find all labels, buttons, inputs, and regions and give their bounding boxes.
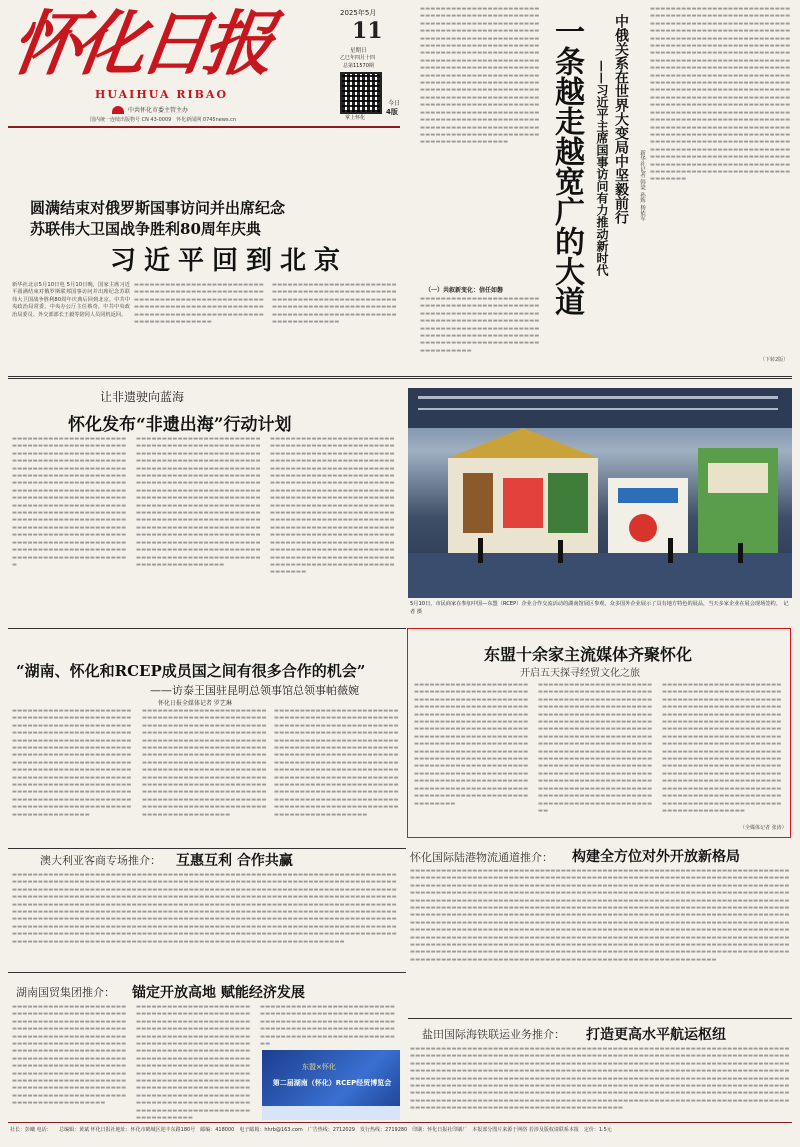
footer-info: 社长：彭曦 电话： 总编辑：黄斌 怀化日报社地址：怀化市鹤城区迎丰东路180号 邮编：418000 电子邮箱：hhrb@163.com 广告热线：2712029 发行热线：2719280 印刷：怀化日报社印刷厂 本报部分图片来源于网络 若涉及版权请联系本报 定价：1.5元 <box>10 1127 612 1133</box>
asean-body-col3: ▬▬▬▬▬▬▬▬▬▬▬▬▬▬▬▬▬▬▬▬▬▬▬▬▬▬▬▬▬▬▬▬▬▬▬▬▬▬▬▬▬▬▬▬▬▬▬▬▬▬▬▬▬▬▬▬▬▬▬▬▬▬▬▬▬▬▬▬▬▬▬▬▬▬▬▬▬▬▬▬▬▬▬▬▬▬▬▬▬▬▬▬▬▬▬▬▬▬▬▬▬▬▬▬▬▬▬▬▬▬▬▬▬▬▬▬▬▬▬▬▬▬▬▬▬▬▬▬▬▬▬▬▬▬▬▬▬▬▬▬▬▬▬▬▬▬▬▬▬▬▬▬▬▬▬▬▬▬▬▬▬▬▬▬▬▬▬▬▬▬▬▬▬▬▬▬▬▬▬▬▬▬▬▬▬▬▬▬▬▬▬▬▬▬▬▬▬▬▬▬▬▬▬▬▬▬▬▬▬▬▬▬▬▬▬▬▬▬▬▬▬▬▬▬▬▬▬▬▬▬▬▬▬▬▬▬▬▬▬▬▬▬▬▬▬▬▬▬▬▬▬▬▬▬▬▬▬▬▬▬▬▬▬▬▬▬▬▬▬▬▬▬▬▬▬▬▬▬▬▬▬▬▬▬▬▬▬▬▬▬▬▬▬▬▬▬▬▬▬▬▬▬▬▬▬▬▬▬▬▬▬▬▬▬▬▬▬▬▬▬▬▬▬▬▬▬▬▬▬▬▬▬▬▬▬▬▬▬▬▬▬▬▬▬▬▬▬▬▬▬▬▬▬▬▬▬▬▬▬▬▬▬▬▬▬▬▬▬▬▬▬▬▬▬▬▬▬▬▬▬▬▬▬▬▬▬▬▬▬▬▬▬▬▬▬▬▬▬▬▬▬▬▬▬▬▬▬ <box>662 682 782 814</box>
issue-number: 总第11570期 <box>343 63 374 69</box>
photo-caption: 5月10日，市民商家在参加中国—东盟（RCEP）企业合作交流活动的湖南馆展区参观，众多国外企业展示了具有地方特色的展品，当天多家企业在展会现场签约。 记者 摄 <box>410 601 789 615</box>
lead-title: 习近平回到北京 <box>110 246 349 276</box>
edition-count: 4版 <box>386 108 398 116</box>
commentary-section-heading: （一）共叙新变化：信任如磐 <box>425 287 504 294</box>
yantian-body: ▬▬▬▬▬▬▬▬▬▬▬▬▬▬▬▬▬▬▬▬▬▬▬▬▬▬▬▬▬▬▬▬▬▬▬▬▬▬▬▬▬▬▬▬▬▬▬▬▬▬▬▬▬▬▬▬▬▬▬▬▬▬▬▬▬▬▬▬▬▬▬▬▬▬▬▬▬▬▬▬▬▬▬▬▬▬▬▬▬▬▬▬▬▬▬▬▬▬▬▬▬▬▬▬▬▬▬▬▬▬▬▬▬▬▬▬▬▬▬▬▬▬▬▬▬▬▬▬▬▬▬▬▬▬▬▬▬▬▬▬▬▬▬▬▬▬▬▬▬▬▬▬▬▬▬▬▬▬▬▬▬▬▬▬▬▬▬▬▬▬▬▬▬▬▬▬▬▬▬▬▬▬▬▬▬▬▬▬▬▬▬▬▬▬▬▬▬▬▬▬▬▬▬▬▬▬▬▬▬▬▬▬▬▬▬▬▬▬▬▬▬▬▬▬▬▬▬▬▬▬▬▬▬▬▬▬▬▬▬▬▬▬▬▬▬▬▬▬▬▬▬▬▬▬▬▬▬▬▬▬▬▬▬▬▬▬▬▬▬▬▬▬▬▬▬▬▬▬▬▬▬▬▬▬▬▬▬▬▬▬▬▬▬▬▬▬▬▬▬▬▬▬▬▬▬▬▬▬▬▬▬▬▬▬▬▬▬▬▬▬▬▬▬▬▬▬▬▬▬▬▬▬▬▬▬▬▬▬▬▬▬▬▬▬▬▬▬▬▬▬▬▬▬▬▬▬▬▬▬▬▬▬▬▬▬▬▬▬▬▬▬▬▬▬▬▬▬▬▬▬▬▬▬▬▬▬▬▬▬▬▬▬▬▬▬▬▬▬▬▬▬▬▬▬▬▬▬▬▬▬▬▬▬▬▬▬▬▬▬▬▬▬▬▬▬▬▬▬▬▬▬▬▬▬▬▬▬▬▬▬▬▬▬▬▬▬▬▬▬▬▬▬▬▬▬▬▬▬▬▬▬▬▬▬▬▬▬▬▬▬▬▬▬▬▬▬▬▬▬▬▬▬▬▬▬▬▬▬▬▬▬▬▬▬▬▬▬▬▬▬▬▬▬▬▬▬▬▬▬▬▬▬▬▬▬▬▬▬▬▬▬▬▬▬▬▬▬▬▬▬▬▬▬▬▬▬▬▬▬▬▬▬▬▬▬▬▬▬▬▬▬▬▬▬▬▬▬▬▬▬▬▬▬▬▬▬▬▬▬▬▬▬▬▬▬▬▬▬▬▬▬▬▬▬▬▬▬▬▬▬▬▬▬▬▬▬▬▬▬▬▬▬▬▬▬▬▬▬▬▬▬▬▬▬▬▬▬▬▬▬▬▬▬▬▬ <box>410 1046 790 1112</box>
asean-body-col2: ▬▬▬▬▬▬▬▬▬▬▬▬▬▬▬▬▬▬▬▬▬▬▬▬▬▬▬▬▬▬▬▬▬▬▬▬▬▬▬▬▬▬▬▬▬▬▬▬▬▬▬▬▬▬▬▬▬▬▬▬▬▬▬▬▬▬▬▬▬▬▬▬▬▬▬▬▬▬▬▬▬▬▬▬▬▬▬▬▬▬▬▬▬▬▬▬▬▬▬▬▬▬▬▬▬▬▬▬▬▬▬▬▬▬▬▬▬▬▬▬▬▬▬▬▬▬▬▬▬▬▬▬▬▬▬▬▬▬▬▬▬▬▬▬▬▬▬▬▬▬▬▬▬▬▬▬▬▬▬▬▬▬▬▬▬▬▬▬▬▬▬▬▬▬▬▬▬▬▬▬▬▬▬▬▬▬▬▬▬▬▬▬▬▬▬▬▬▬▬▬▬▬▬▬▬▬▬▬▬▬▬▬▬▬▬▬▬▬▬▬▬▬▬▬▬▬▬▬▬▬▬▬▬▬▬▬▬▬▬▬▬▬▬▬▬▬▬▬▬▬▬▬▬▬▬▬▬▬▬▬▬▬▬▬▬▬▬▬▬▬▬▬▬▬▬▬▬▬▬▬▬▬▬▬▬▬▬▬▬▬▬▬▬▬▬▬▬▬▬▬▬▬▬▬▬▬▬▬▬▬▬▬▬▬▬▬▬▬▬▬▬▬▬▬▬▬▬▬▬▬▬▬▬▬▬▬▬▬▬▬▬▬▬▬▬▬▬▬▬▬▬▬▬▬▬▬▬▬▬▬▬▬▬▬▬▬▬▬▬▬▬▬▬▬▬▬ <box>538 682 653 814</box>
trade-body-col1: ▬▬▬▬▬▬▬▬▬▬▬▬▬▬▬▬▬▬▬▬▬▬▬▬▬▬▬▬▬▬▬▬▬▬▬▬▬▬▬▬▬▬▬▬▬▬▬▬▬▬▬▬▬▬▬▬▬▬▬▬▬▬▬▬▬▬▬▬▬▬▬▬▬▬▬▬▬▬▬▬▬▬▬▬▬▬▬▬▬▬▬▬▬▬▬▬▬▬▬▬▬▬▬▬▬▬▬▬▬▬▬▬▬▬▬▬▬▬▬▬▬▬▬▬▬▬▬▬▬▬▬▬▬▬▬▬▬▬▬▬▬▬▬▬▬▬▬▬▬▬▬▬▬▬▬▬▬▬▬▬▬▬▬▬▬▬▬▬▬▬▬▬▬▬▬▬▬▬▬▬▬▬▬▬▬▬▬▬▬▬▬▬▬▬▬▬▬▬▬▬▬▬▬▬▬▬▬▬▬▬▬▬▬▬▬▬▬▬▬▬▬▬▬▬▬▬▬▬▬▬▬▬▬▬▬▬▬▬▬▬▬▬▬▬▬▬▬▬▬▬▬▬▬▬▬▬▬▬▬▬▬▬▬▬▬▬▬▬▬▬▬▬▬▬▬▬▬▬▬▬▬▬▬▬▬▬▬▬▬▬▬▬▬▬▬▬▬▬▬▬▬▬▬▬ <box>12 1004 127 1107</box>
lunar-date: 乙巳年四月十四 <box>340 55 376 61</box>
feature-body-col3: ▬▬▬▬▬▬▬▬▬▬▬▬▬▬▬▬▬▬▬▬▬▬▬▬▬▬▬▬▬▬▬▬▬▬▬▬▬▬▬▬▬▬▬▬▬▬▬▬▬▬▬▬▬▬▬▬▬▬▬▬▬▬▬▬▬▬▬▬▬▬▬▬▬▬▬▬▬▬▬▬▬▬▬▬▬▬▬▬▬▬▬▬▬▬▬▬▬▬▬▬▬▬▬▬▬▬▬▬▬▬▬▬▬▬▬▬▬▬▬▬▬▬▬▬▬▬▬▬▬▬▬▬▬▬▬▬▬▬▬▬▬▬▬▬▬▬▬▬▬▬▬▬▬▬▬▬▬▬▬▬▬▬▬▬▬▬▬▬▬▬▬▬▬▬▬▬▬▬▬▬▬▬▬▬▬▬▬▬▬▬▬▬▬▬▬▬▬▬▬▬▬▬▬▬▬▬▬▬▬▬▬▬▬▬▬▬▬▬▬▬▬▬▬▬▬▬▬▬▬▬▬▬▬▬▬▬▬▬▬▬▬▬▬▬▬▬▬▬▬▬▬▬▬▬▬▬▬▬▬▬▬▬▬▬▬▬▬▬▬▬▬▬▬▬▬▬▬▬▬▬▬▬▬▬▬▬▬▬▬▬▬▬▬▬▬▬▬▬▬▬▬▬▬▬▬▬▬▬▬▬▬▬▬▬▬▬▬▬▬▬▬▬▬▬▬▬▬▬▬▬▬▬▬▬▬▬▬▬▬▬▬▬▬▬▬▬▬▬▬▬▬▬▬▬▬▬▬▬▬▬▬▬▬▬▬▬▬▬▬▬▬▬▬▬▬▬▬▬▬▬▬▬▬▬▬▬▬▬▬▬▬▬▬▬▬▬▬▬▬▬▬▬▬▬▬▬▬▬▬▬▬▬▬▬▬▬▬▬▬▬▬▬▬▬▬▬▬▬▬▬▬▬▬▬▬▬▬▬▬ <box>270 436 395 576</box>
trade-body-col2: ▬▬▬▬▬▬▬▬▬▬▬▬▬▬▬▬▬▬▬▬▬▬▬▬▬▬▬▬▬▬▬▬▬▬▬▬▬▬▬▬▬▬▬▬▬▬▬▬▬▬▬▬▬▬▬▬▬▬▬▬▬▬▬▬▬▬▬▬▬▬▬▬▬▬▬▬▬▬▬▬▬▬▬▬▬▬▬▬▬▬▬▬▬▬▬▬▬▬▬▬▬▬▬▬▬▬▬▬▬▬▬▬▬▬▬▬▬▬▬▬▬▬▬▬▬▬▬▬▬▬▬▬▬▬▬▬▬▬▬▬▬▬▬▬▬▬▬▬▬▬▬▬▬▬▬▬▬▬▬▬▬▬▬▬▬▬▬▬▬▬▬▬▬▬▬▬▬▬▬▬▬▬▬▬▬▬▬▬▬▬▬▬▬▬▬▬▬▬▬▬▬▬▬▬▬▬▬▬▬▬▬▬▬▬▬▬▬▬▬▬▬▬▬▬▬▬▬▬▬▬▬▬▬▬▬▬▬▬▬▬▬▬▬▬▬▬▬▬▬▬▬▬▬▬▬▬▬▬▬▬▬▬▬▬▬▬▬▬▬▬▬▬▬▬▬▬▬▬▬▬▬▬▬▬▬▬▬▬▬▬▬▬▬▬▬▬▬▬▬▬▬▬▬▬▬▬▬▬▬▬▬▬▬▬▬▬▬▬▬▬▬▬▬▬▬▬▬▬▬▬▬▬▬▬▬▬▬▬▬▬▬ <box>136 1004 251 1122</box>
interview-body-col1: ▬▬▬▬▬▬▬▬▬▬▬▬▬▬▬▬▬▬▬▬▬▬▬▬▬▬▬▬▬▬▬▬▬▬▬▬▬▬▬▬▬▬▬▬▬▬▬▬▬▬▬▬▬▬▬▬▬▬▬▬▬▬▬▬▬▬▬▬▬▬▬▬▬▬▬▬▬▬▬▬▬▬▬▬▬▬▬▬▬▬▬▬▬▬▬▬▬▬▬▬▬▬▬▬▬▬▬▬▬▬▬▬▬▬▬▬▬▬▬▬▬▬▬▬▬▬▬▬▬▬▬▬▬▬▬▬▬▬▬▬▬▬▬▬▬▬▬▬▬▬▬▬▬▬▬▬▬▬▬▬▬▬▬▬▬▬▬▬▬▬▬▬▬▬▬▬▬▬▬▬▬▬▬▬▬▬▬▬▬▬▬▬▬▬▬▬▬▬▬▬▬▬▬▬▬▬▬▬▬▬▬▬▬▬▬▬▬▬▬▬▬▬▬▬▬▬▬▬▬▬▬▬▬▬▬▬▬▬▬▬▬▬▬▬▬▬▬▬▬▬▬▬▬▬▬▬▬▬▬▬▬▬▬▬▬▬▬▬▬▬▬▬▬▬▬▬▬▬▬▬▬▬▬▬▬▬▬▬▬▬▬▬▬▬▬▬▬▬▬▬▬▬▬▬▬▬▬▬▬▬▬▬▬▬▬▬▬▬▬▬▬▬▬▬▬▬▬▬▬▬▬▬▬▬▬▬▬ <box>12 708 132 818</box>
weekday: 星期日 <box>350 48 367 54</box>
trade-title: 锚定开放高地 赋能经济发展 <box>132 985 305 1001</box>
interview-subtitle: ——访泰王国驻昆明总领事馆总领事帕薇婉 <box>150 684 359 697</box>
feature-title: 怀化发布“非遗出海”行动计划 <box>68 415 292 435</box>
port-body: ▬▬▬▬▬▬▬▬▬▬▬▬▬▬▬▬▬▬▬▬▬▬▬▬▬▬▬▬▬▬▬▬▬▬▬▬▬▬▬▬▬▬▬▬▬▬▬▬▬▬▬▬▬▬▬▬▬▬▬▬▬▬▬▬▬▬▬▬▬▬▬▬▬▬▬▬▬▬▬▬▬▬▬▬▬▬▬▬▬▬▬▬▬▬▬▬▬▬▬▬▬▬▬▬▬▬▬▬▬▬▬▬▬▬▬▬▬▬▬▬▬▬▬▬▬▬▬▬▬▬▬▬▬▬▬▬▬▬▬▬▬▬▬▬▬▬▬▬▬▬▬▬▬▬▬▬▬▬▬▬▬▬▬▬▬▬▬▬▬▬▬▬▬▬▬▬▬▬▬▬▬▬▬▬▬▬▬▬▬▬▬▬▬▬▬▬▬▬▬▬▬▬▬▬▬▬▬▬▬▬▬▬▬▬▬▬▬▬▬▬▬▬▬▬▬▬▬▬▬▬▬▬▬▬▬▬▬▬▬▬▬▬▬▬▬▬▬▬▬▬▬▬▬▬▬▬▬▬▬▬▬▬▬▬▬▬▬▬▬▬▬▬▬▬▬▬▬▬▬▬▬▬▬▬▬▬▬▬▬▬▬▬▬▬▬▬▬▬▬▬▬▬▬▬▬▬▬▬▬▬▬▬▬▬▬▬▬▬▬▬▬▬▬▬▬▬▬▬▬▬▬▬▬▬▬▬▬▬▬▬▬▬▬▬▬▬▬▬▬▬▬▬▬▬▬▬▬▬▬▬▬▬▬▬▬▬▬▬▬▬▬▬▬▬▬▬▬▬▬▬▬▬▬▬▬▬▬▬▬▬▬▬▬▬▬▬▬▬▬▬▬▬▬▬▬▬▬▬▬▬▬▬▬▬▬▬▬▬▬▬▬▬▬▬▬▬▬▬▬▬▬▬▬▬▬▬▬▬▬▬▬▬▬▬▬▬▬▬▬▬▬▬▬▬▬▬▬▬▬▬▬▬▬▬▬▬▬▬▬▬▬▬▬▬▬▬▬▬▬▬▬▬▬▬▬▬▬▬▬▬▬▬▬▬▬▬▬▬▬▬▬▬▬▬▬▬▬▬▬▬▬▬▬▬▬▬▬▬▬▬▬▬▬▬▬▬▬▬▬▬▬▬▬▬▬▬▬▬▬▬▬▬▬▬▬▬▬▬▬▬▬▬▬▬▬▬▬▬▬▬▬▬▬▬▬▬▬▬▬▬▬▬▬▬▬▬▬▬▬▬▬▬▬▬▬▬▬▬▬▬▬▬▬▬▬▬▬▬▬▬▬▬▬▬▬▬▬▬▬▬▬▬▬▬▬▬▬▬▬▬▬▬▬▬▬▬▬▬▬▬▬▬▬▬▬▬▬▬▬▬▬▬▬▬▬▬▬▬▬▬▬▬▬▬▬▬▬▬▬▬▬▬▬▬▬▬▬▬▬▬▬▬▬▬▬▬▬▬▬▬▬▬▬▬▬▬▬▬▬▬▬▬▬▬▬▬▬▬▬▬▬▬▬▬▬▬▬▬▬▬▬▬▬▬▬▬▬▬▬▬▬▬▬▬▬▬▬▬▬▬▬▬▬▬▬▬▬▬▬▬▬▬▬▬▬▬▬▬▬▬▬▬▬▬▬▬▬▬▬▬▬▬▬▬▬▬▬▬▬▬▬▬▬▬▬▬▬▬▬▬▬▬▬▬▬▬▬▬▬▬▬▬▬▬▬▬▬▬▬▬▬▬▬▬▬▬▬▬▬▬▬▬▬▬▬▬▬▬▬▬▬▬▬▬▬▬▬▬▬▬▬▬▬▬▬▬▬▬▬▬▬▬▬▬▬▬▬▬▬▬▬▬▬▬▬▬▬▬▬▬▬▬▬▬▬▬▬▬▬▬▬▬▬▬▬▬▬▬▬▬▬▬▬▬▬▬▬▬▬▬▬▬▬▬▬▬▬▬▬▬▬▬▬▬▬▬▬▬▬▬▬▬▬▬▬▬▬▬▬▬▬▬▬▬▬▬▬▬▬▬▬▬▬▬▬ <box>410 868 790 963</box>
date-year-month: 2025年5月 <box>340 9 377 17</box>
lead-subtitle-1: 圆满结束对俄罗斯国事访问并出席纪念 <box>30 199 286 217</box>
expo-banner-thumbnail <box>262 1050 400 1120</box>
yantian-label: 盐田国际海铁联运业务推介： <box>422 1028 565 1041</box>
australia-body: ▬▬▬▬▬▬▬▬▬▬▬▬▬▬▬▬▬▬▬▬▬▬▬▬▬▬▬▬▬▬▬▬▬▬▬▬▬▬▬▬▬▬▬▬▬▬▬▬▬▬▬▬▬▬▬▬▬▬▬▬▬▬▬▬▬▬▬▬▬▬▬▬▬▬▬▬▬▬▬▬▬▬▬▬▬▬▬▬▬▬▬▬▬▬▬▬▬▬▬▬▬▬▬▬▬▬▬▬▬▬▬▬▬▬▬▬▬▬▬▬▬▬▬▬▬▬▬▬▬▬▬▬▬▬▬▬▬▬▬▬▬▬▬▬▬▬▬▬▬▬▬▬▬▬▬▬▬▬▬▬▬▬▬▬▬▬▬▬▬▬▬▬▬▬▬▬▬▬▬▬▬▬▬▬▬▬▬▬▬▬▬▬▬▬▬▬▬▬▬▬▬▬▬▬▬▬▬▬▬▬▬▬▬▬▬▬▬▬▬▬▬▬▬▬▬▬▬▬▬▬▬▬▬▬▬▬▬▬▬▬▬▬▬▬▬▬▬▬▬▬▬▬▬▬▬▬▬▬▬▬▬▬▬▬▬▬▬▬▬▬▬▬▬▬▬▬▬▬▬▬▬▬▬▬▬▬▬▬▬▬▬▬▬▬▬▬▬▬▬▬▬▬▬▬▬▬▬▬▬▬▬▬▬▬▬▬▬▬▬▬▬▬▬▬▬▬▬▬▬▬▬▬▬▬▬▬▬▬▬▬▬▬▬▬▬▬▬▬▬▬▬▬▬▬▬▬▬▬▬▬▬▬▬▬▬▬▬▬▬▬▬▬▬▬▬▬▬▬▬▬▬▬▬▬▬▬▬▬▬▬▬▬▬▬▬▬▬▬▬▬▬▬▬▬▬▬▬▬▬▬▬▬▬▬▬▬▬▬▬▬▬▬▬▬▬▬▬▬▬▬▬▬▬▬▬▬▬▬▬▬▬▬▬▬▬▬▬▬▬▬▬▬▬▬▬▬▬▬▬▬▬▬▬▬▬▬▬▬▬▬▬▬▬▬▬▬▬▬▬▬▬▬▬▬▬▬▬▬▬▬▬▬▬▬▬▬▬▬▬▬▬▬▬▬▬▬▬▬▬▬▬▬▬▬▬▬▬▬▬▬▬▬▬▬▬▬▬▬▬▬▬▬▬▬▬▬▬▬▬▬▬▬▬▬▬▬▬▬▬▬▬▬▬▬▬▬▬▬▬▬▬▬▬▬▬▬▬▬▬▬▬▬▬▬▬▬▬▬▬▬▬▬▬▬▬▬▬▬▬▬▬▬▬▬▬▬▬▬▬▬▬▬▬▬▬▬▬▬▬▬▬▬▬▬▬▬▬▬▬▬▬▬▬▬▬▬▬▬▬▬▬▬▬▬▬▬▬▬▬▬▬▬▬▬▬▬▬▬▬▬▬▬▬▬▬▬▬▬▬▬▬▬▬▬▬▬▬▬▬▬▬▬▬▬▬▬▬▬▬▬▬▬▬▬▬▬▬▬▬▬▬▬▬▬▬▬▬▬▬▬▬▬▬▬▬▬▬▬▬▬▬▬▬▬▬▬▬▬▬▬▬▬▬▬▬▬▬▬▬▬ <box>12 872 397 945</box>
expo-hall-illustration <box>408 388 792 598</box>
side-news-column: ▬▬▬▬▬▬▬▬▬▬▬▬▬▬▬▬▬▬▬▬▬▬▬▬▬▬▬▬▬▬▬▬▬▬▬▬▬▬▬▬▬▬▬▬▬▬▬▬▬▬▬▬▬▬▬▬▬▬▬▬▬▬▬▬▬▬▬▬▬▬▬▬▬▬▬▬▬▬▬▬▬▬▬▬▬▬▬▬▬▬▬▬▬▬▬▬▬▬▬▬▬▬▬▬▬▬▬▬▬▬▬▬▬▬▬▬▬▬▬▬▬▬▬▬▬▬▬▬▬▬▬▬▬▬▬▬▬▬▬▬▬▬▬▬▬▬▬▬▬▬▬▬▬▬▬▬▬▬▬▬▬▬▬▬▬▬▬▬▬▬▬▬▬▬▬▬▬▬▬▬▬▬▬▬▬▬▬▬▬▬▬▬▬▬▬▬▬▬▬▬▬▬▬▬▬▬▬▬▬▬▬▬▬▬▬▬▬▬▬▬▬▬▬▬▬▬▬▬▬▬▬▬▬▬▬▬▬▬▬▬▬▬▬▬▬▬▬▬▬▬▬▬▬▬▬▬▬▬▬▬▬▬▬▬▬▬▬▬▬▬▬▬▬▬▬▬▬▬▬▬▬▬▬▬▬▬▬▬▬▬▬▬▬▬▬▬▬▬▬▬▬▬▬▬▬▬▬▬▬▬▬▬▬▬▬▬▬▬▬▬▬▬▬▬▬▬▬▬▬▬▬▬▬▬▬▬▬▬▬▬▬▬▬▬▬▬▬▬▬▬▬▬▬▬▬▬▬▬▬▬▬▬▬▬▬▬▬▬▬▬▬▬▬▬▬▬▬▬▬▬▬▬▬▬▬▬▬▬▬▬▬▬▬▬▬▬▬▬▬▬▬▬▬▬▬▬▬▬▬▬▬▬▬▬▬▬▬▬▬▬▬▬▬▬▬▬▬▬▬▬▬ <box>420 6 540 146</box>
interview-byline: 怀化日报全媒体记者 罗艺琳 <box>158 700 232 707</box>
interview-title: “湖南、怀化和RCEP成员国之间有很多合作的机会” <box>16 662 366 680</box>
yantian-title: 打造更高水平航运枢纽 <box>586 1027 726 1043</box>
date-day: 11 <box>352 18 383 44</box>
interview-body-col2: ▬▬▬▬▬▬▬▬▬▬▬▬▬▬▬▬▬▬▬▬▬▬▬▬▬▬▬▬▬▬▬▬▬▬▬▬▬▬▬▬▬▬▬▬▬▬▬▬▬▬▬▬▬▬▬▬▬▬▬▬▬▬▬▬▬▬▬▬▬▬▬▬▬▬▬▬▬▬▬▬▬▬▬▬▬▬▬▬▬▬▬▬▬▬▬▬▬▬▬▬▬▬▬▬▬▬▬▬▬▬▬▬▬▬▬▬▬▬▬▬▬▬▬▬▬▬▬▬▬▬▬▬▬▬▬▬▬▬▬▬▬▬▬▬▬▬▬▬▬▬▬▬▬▬▬▬▬▬▬▬▬▬▬▬▬▬▬▬▬▬▬▬▬▬▬▬▬▬▬▬▬▬▬▬▬▬▬▬▬▬▬▬▬▬▬▬▬▬▬▬▬▬▬▬▬▬▬▬▬▬▬▬▬▬▬▬▬▬▬▬▬▬▬▬▬▬▬▬▬▬▬▬▬▬▬▬▬▬▬▬▬▬▬▬▬▬▬▬▬▬▬▬▬▬▬▬▬▬▬▬▬▬▬▬▬▬▬▬▬▬▬▬▬▬▬▬▬▬▬▬▬▬▬▬▬▬▬▬▬▬▬▬▬▬▬▬▬▬▬▬▬▬▬▬▬▬▬▬▬▬▬▬▬▬▬▬▬▬▬▬▬▬▬▬▬▬▬▬▬▬▬▬▬▬▬▬▬▬▬▬▬▬▬▬▬▬▬▬▬▬▬▬▬ <box>142 708 267 818</box>
port-title: 构建全方位对外开放新格局 <box>572 849 740 865</box>
commentary-vertical-title: 一条越走越宽广的大道 <box>549 16 584 316</box>
australia-label: 澳大利亚客商专场推介： <box>40 854 161 867</box>
lead-body: 新华社北京5月10日电 5月10日晚，国家主席习近平圆满结束对俄罗斯联邦国事访问并出席纪念苏联伟大卫国战争胜利80周年庆典后回到北京。中共中央政治局常委、中央办公厅主任蔡奇，中共中央政治局委员、外交部部长王毅等陪同人员同机返回。 <box>12 282 130 318</box>
masthead-logo: 怀化日报 <box>6 2 274 85</box>
masthead-pinyin: HUAIHUA RIBAO <box>95 88 229 101</box>
qr-code <box>340 72 382 114</box>
port-label: 怀化国际陆港物流通道推介： <box>410 851 553 864</box>
trade-label: 湖南国贸集团推介： <box>16 986 115 999</box>
asean-title: 东盟十余家主流媒体齐聚怀化 <box>484 645 693 664</box>
feature-kicker: 让非遗驶向蓝海 <box>100 390 185 404</box>
code-line: 国内统一连续出版物号 CN 43-0009 怀化新闻网 0745news.cn <box>90 117 237 123</box>
interview-body-col3: ▬▬▬▬▬▬▬▬▬▬▬▬▬▬▬▬▬▬▬▬▬▬▬▬▬▬▬▬▬▬▬▬▬▬▬▬▬▬▬▬▬▬▬▬▬▬▬▬▬▬▬▬▬▬▬▬▬▬▬▬▬▬▬▬▬▬▬▬▬▬▬▬▬▬▬▬▬▬▬▬▬▬▬▬▬▬▬▬▬▬▬▬▬▬▬▬▬▬▬▬▬▬▬▬▬▬▬▬▬▬▬▬▬▬▬▬▬▬▬▬▬▬▬▬▬▬▬▬▬▬▬▬▬▬▬▬▬▬▬▬▬▬▬▬▬▬▬▬▬▬▬▬▬▬▬▬▬▬▬▬▬▬▬▬▬▬▬▬▬▬▬▬▬▬▬▬▬▬▬▬▬▬▬▬▬▬▬▬▬▬▬▬▬▬▬▬▬▬▬▬▬▬▬▬▬▬▬▬▬▬▬▬▬▬▬▬▬▬▬▬▬▬▬▬▬▬▬▬▬▬▬▬▬▬▬▬▬▬▬▬▬▬▬▬▬▬▬▬▬▬▬▬▬▬▬▬▬▬▬▬▬▬▬▬▬▬▬▬▬▬▬▬▬▬▬▬▬▬▬▬▬▬▬▬▬▬▬▬▬▬▬▬▬▬▬▬▬▬▬▬▬▬▬▬▬▬▬▬▬▬▬▬▬▬▬▬▬▬▬▬▬▬▬▬▬▬▬▬▬▬▬▬▬▬▬▬▬▬▬▬▬▬▬▬▬▬▬▬▬▬▬▬▬▬ <box>274 708 399 818</box>
commentary-vsub-2: ——习近平主席国事访问有力推动新时代 <box>595 60 609 276</box>
asean-subtitle: 开启五天探寻经贸文化之旅 <box>520 668 640 679</box>
commentary-body: ▬▬▬▬▬▬▬▬▬▬▬▬▬▬▬▬▬▬▬▬▬▬▬▬▬▬▬▬▬▬▬▬▬▬▬▬▬▬▬▬▬▬▬▬▬▬▬▬▬▬▬▬▬▬▬▬▬▬▬▬▬▬▬▬▬▬▬▬▬▬▬▬▬▬▬▬▬▬▬▬▬▬▬▬▬▬▬▬▬▬▬▬▬▬▬▬▬▬▬▬▬▬▬▬▬▬▬▬▬▬▬▬▬▬▬▬▬▬▬▬▬▬▬▬▬▬▬▬▬▬▬▬▬▬▬▬▬▬▬▬▬▬▬▬▬▬▬▬▬▬▬▬▬▬▬▬▬▬▬▬▬▬▬▬▬▬▬▬▬▬▬▬▬▬▬▬▬▬▬▬▬▬▬▬▬▬▬▬▬▬▬▬▬▬▬▬▬▬▬▬▬▬▬▬▬▬▬▬▬▬▬▬▬▬▬▬▬▬▬▬▬▬▬▬▬▬▬▬▬▬▬▬▬▬▬▬▬▬▬▬▬▬▬▬▬▬▬▬▬▬▬▬▬▬▬▬▬▬▬▬▬▬▬▬▬▬▬▬▬▬▬▬▬▬▬▬▬▬▬▬▬▬▬▬▬▬▬▬▬▬▬▬▬▬▬▬▬▬▬▬▬▬▬▬▬▬▬▬▬▬▬▬▬▬▬▬▬▬▬▬▬▬▬▬▬▬▬▬▬▬▬▬▬▬▬▬▬▬▬▬▬▬▬▬▬▬▬▬▬▬▬▬▬▬▬▬▬▬▬▬▬▬▬▬▬▬▬▬▬▬▬▬▬▬▬▬▬▬▬▬▬▬▬▬▬▬▬▬▬▬▬▬▬▬▬▬▬▬▬▬▬▬▬▬▬▬▬▬▬▬▬▬▬▬▬▬▬▬▬▬▬▬▬▬▬▬▬▬▬▬▬▬▬▬▬▬▬▬▬▬▬▬▬▬▬▬▬▬▬▬▬▬▬▬▬▬▬▬▬▬▬▬▬▬▬▬▬▬▬▬▬▬▬▬▬▬▬▬▬▬▬▬▬▬▬▬▬▬▬▬▬▬▬▬▬▬▬▬▬▬▬▬▬▬▬▬▬▬▬▬▬▬▬▬▬▬▬▬▬▬▬▬▬▬▬▬▬▬▬▬▬▬▬▬▬▬▬▬▬▬▬▬▬▬▬▬▬▬▬▬▬▬▬▬▬▬▬▬▬▬▬▬▬▬▬▬▬▬▬▬▬▬▬▬▬▬▬▬▬▬▬▬▬▬▬▬▬▬▬▬▬▬▬▬▬▬▬▬▬▬▬▬▬▬▬▬▬▬▬▬▬▬▬▬▬▬▬▬▬▬▬▬▬▬▬▬▬▬ <box>650 6 791 183</box>
expo-banner-line1: 东盟×怀化 <box>302 1063 336 1071</box>
lead-subtitle-2: 苏联伟大卫国战争胜利80周年庆典 <box>30 220 261 238</box>
commentary-byline: 新华社记者 韩梁 孙辉 杨依军 <box>639 150 645 222</box>
qr-label: 掌上怀化 <box>345 115 366 121</box>
expo-banner-line2: 第二届湖南（怀化）RCEP经贸博览会 <box>272 1079 392 1087</box>
asean-byline: （全媒体记者 张涛） <box>740 825 787 831</box>
feature-body-col1: ▬▬▬▬▬▬▬▬▬▬▬▬▬▬▬▬▬▬▬▬▬▬▬▬▬▬▬▬▬▬▬▬▬▬▬▬▬▬▬▬▬▬▬▬▬▬▬▬▬▬▬▬▬▬▬▬▬▬▬▬▬▬▬▬▬▬▬▬▬▬▬▬▬▬▬▬▬▬▬▬▬▬▬▬▬▬▬▬▬▬▬▬▬▬▬▬▬▬▬▬▬▬▬▬▬▬▬▬▬▬▬▬▬▬▬▬▬▬▬▬▬▬▬▬▬▬▬▬▬▬▬▬▬▬▬▬▬▬▬▬▬▬▬▬▬▬▬▬▬▬▬▬▬▬▬▬▬▬▬▬▬▬▬▬▬▬▬▬▬▬▬▬▬▬▬▬▬▬▬▬▬▬▬▬▬▬▬▬▬▬▬▬▬▬▬▬▬▬▬▬▬▬▬▬▬▬▬▬▬▬▬▬▬▬▬▬▬▬▬▬▬▬▬▬▬▬▬▬▬▬▬▬▬▬▬▬▬▬▬▬▬▬▬▬▬▬▬▬▬▬▬▬▬▬▬▬▬▬▬▬▬▬▬▬▬▬▬▬▬▬▬▬▬▬▬▬▬▬▬▬▬▬▬▬▬▬▬▬▬▬▬▬▬▬▬▬▬▬▬▬▬▬▬▬▬▬▬▬▬▬▬▬▬▬▬▬▬▬▬▬▬▬▬▬▬▬▬▬▬▬▬▬▬▬▬▬▬▬▬▬▬▬▬▬▬▬▬▬▬▬▬▬▬▬▬▬▬▬▬▬▬▬▬▬▬▬▬▬▬▬▬▬▬▬▬ <box>12 436 127 568</box>
asean-body-col1: ▬▬▬▬▬▬▬▬▬▬▬▬▬▬▬▬▬▬▬▬▬▬▬▬▬▬▬▬▬▬▬▬▬▬▬▬▬▬▬▬▬▬▬▬▬▬▬▬▬▬▬▬▬▬▬▬▬▬▬▬▬▬▬▬▬▬▬▬▬▬▬▬▬▬▬▬▬▬▬▬▬▬▬▬▬▬▬▬▬▬▬▬▬▬▬▬▬▬▬▬▬▬▬▬▬▬▬▬▬▬▬▬▬▬▬▬▬▬▬▬▬▬▬▬▬▬▬▬▬▬▬▬▬▬▬▬▬▬▬▬▬▬▬▬▬▬▬▬▬▬▬▬▬▬▬▬▬▬▬▬▬▬▬▬▬▬▬▬▬▬▬▬▬▬▬▬▬▬▬▬▬▬▬▬▬▬▬▬▬▬▬▬▬▬▬▬▬▬▬▬▬▬▬▬▬▬▬▬▬▬▬▬▬▬▬▬▬▬▬▬▬▬▬▬▬▬▬▬▬▬▬▬▬▬▬▬▬▬▬▬▬▬▬▬▬▬▬▬▬▬▬▬▬▬▬▬▬▬▬▬▬▬▬▬▬▬▬▬▬▬▬▬▬▬▬▬▬▬▬▬▬▬▬▬▬▬▬▬▬▬▬▬▬▬▬▬▬▬▬▬▬▬▬▬▬▬▬▬▬▬▬▬▬▬▬▬▬▬▬▬▬▬▬▬▬▬▬▬▬▬▬▬▬▬▬▬▬▬▬▬▬▬▬▬▬▬▬▬▬▬▬▬▬▬▬▬▬▬▬▬ <box>414 682 529 807</box>
publisher-line: 中共怀化市委主管主办 <box>128 107 189 114</box>
continued-note: （下转2版） <box>760 357 789 363</box>
commentary-vsub-1: 中俄关系在世界大变局中坚毅前行 <box>613 14 629 224</box>
feature-body-col2: ▬▬▬▬▬▬▬▬▬▬▬▬▬▬▬▬▬▬▬▬▬▬▬▬▬▬▬▬▬▬▬▬▬▬▬▬▬▬▬▬▬▬▬▬▬▬▬▬▬▬▬▬▬▬▬▬▬▬▬▬▬▬▬▬▬▬▬▬▬▬▬▬▬▬▬▬▬▬▬▬▬▬▬▬▬▬▬▬▬▬▬▬▬▬▬▬▬▬▬▬▬▬▬▬▬▬▬▬▬▬▬▬▬▬▬▬▬▬▬▬▬▬▬▬▬▬▬▬▬▬▬▬▬▬▬▬▬▬▬▬▬▬▬▬▬▬▬▬▬▬▬▬▬▬▬▬▬▬▬▬▬▬▬▬▬▬▬▬▬▬▬▬▬▬▬▬▬▬▬▬▬▬▬▬▬▬▬▬▬▬▬▬▬▬▬▬▬▬▬▬▬▬▬▬▬▬▬▬▬▬▬▬▬▬▬▬▬▬▬▬▬▬▬▬▬▬▬▬▬▬▬▬▬▬▬▬▬▬▬▬▬▬▬▬▬▬▬▬▬▬▬▬▬▬▬▬▬▬▬▬▬▬▬▬▬▬▬▬▬▬▬▬▬▬▬▬▬▬▬▬▬▬▬▬▬▬▬▬▬▬▬▬▬▬▬▬▬▬▬▬▬▬▬▬▬▬▬▬▬▬▬▬▬▬▬▬▬▬▬▬▬▬▬▬▬▬▬▬▬▬▬▬▬▬▬▬▬▬▬▬▬▬▬▬▬▬▬▬▬▬▬▬▬▬▬▬▬▬▬▬▬▬▬▬▬▬▬▬▬▬▬▬▬▬▬▬▬▬▬▬▬▬▬▬▬▬▬▬▬▬▬▬▬▬▬▬▬▬▬▬▬▬▬▬▬▬▬▬▬▬▬▬▬▬▬▬▬▬▬▬▬▬▬▬▬ <box>136 436 261 568</box>
australia-title: 互惠互利 合作共赢 <box>176 853 293 869</box>
publisher-logo-icon <box>112 106 124 114</box>
expo-photo <box>408 388 792 598</box>
edition-label: 今日 <box>388 100 401 107</box>
